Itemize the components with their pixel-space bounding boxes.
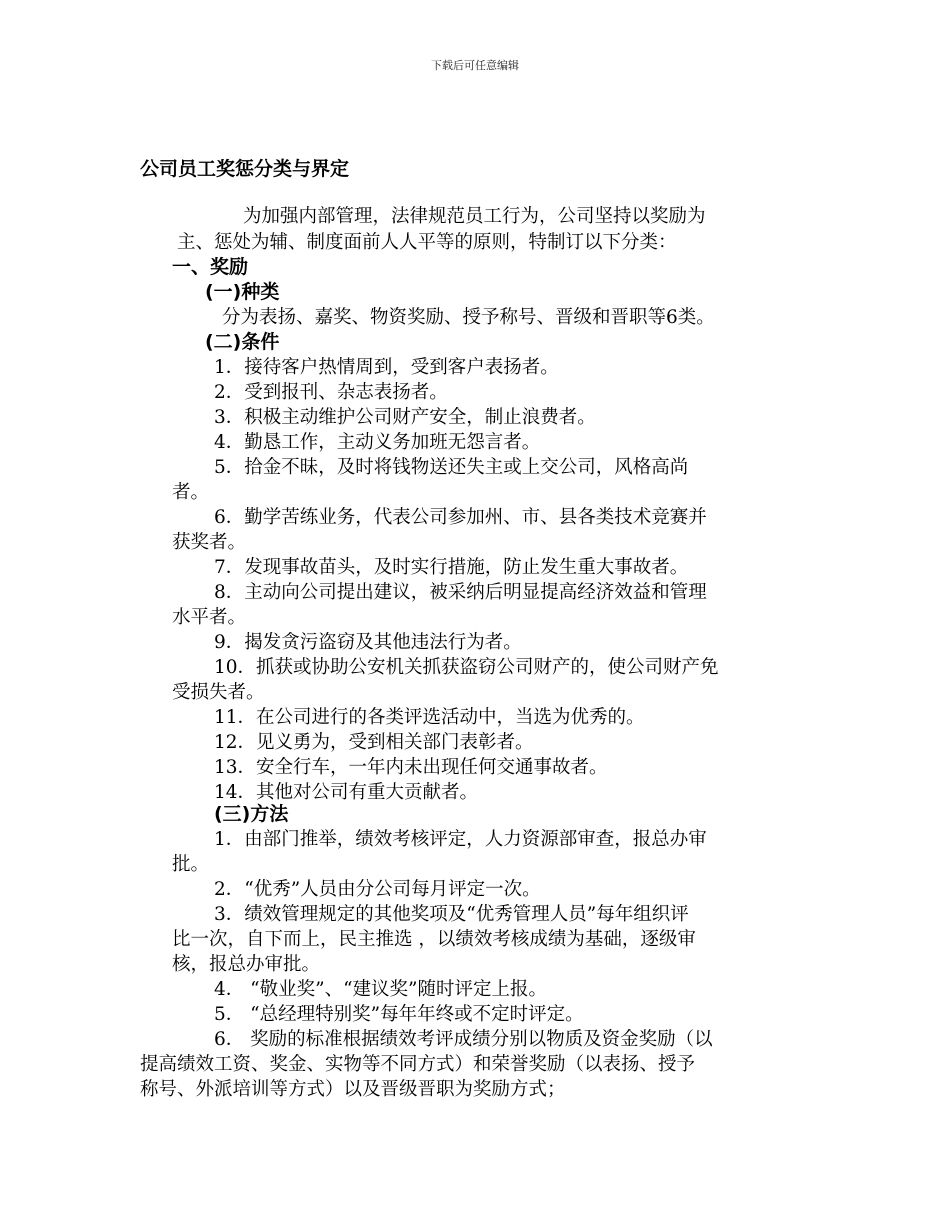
condition-line: 10．抓获或协助公安机关抓获盗窃公司财产的，使公司财产免 <box>214 657 719 678</box>
method-line: 核，报总办审批。 <box>172 954 321 975</box>
condition-line: 4．勤恳工作，主动义务加班无怨言者。 <box>214 432 541 453</box>
condition-line: 3．积极主动维护公司财产安全，制止浪费者。 <box>214 407 596 428</box>
intro-line: 主、惩处为辅、制度面前人人平等的原则，特制订以下分类： <box>177 232 677 253</box>
condition-line: 14．其他对公司有重大贡献者。 <box>214 782 479 803</box>
condition-line: 受损失者。 <box>172 682 265 703</box>
page-header-note: 下载后可任意编辑 <box>431 59 519 72</box>
condition-line: 13．安全行车，一年内未出现任何交通事故者。 <box>214 757 608 778</box>
method-line: 批。 <box>172 854 210 875</box>
condition-line: 12．见义勇为，受到相关部门表彰者。 <box>214 732 534 753</box>
condition-line: 9．揭发贪污盗窃及其他违法行为者。 <box>214 632 522 653</box>
condition-line: 5．拾金不昧，及时将钱物送还失主或上交公司，风格高尚 <box>214 457 689 478</box>
condition-line: 者。 <box>172 482 210 503</box>
method-line: 5． “总经理特别奖”每年年终或不定时评定。 <box>214 1004 584 1025</box>
subsection-heading: (一)种类 <box>205 281 280 303</box>
condition-line: 7．发现事故苗头，及时实行措施，防止发生重大事故者。 <box>214 557 689 578</box>
method-line: 提高绩效工资、奖金、实物等不同方式）和荣誉奖励（以表扬、授予 <box>140 1054 696 1075</box>
method-line: 4． “敬业奖”、“建议奖”随时评定上报。 <box>214 979 547 1000</box>
method-line: 称号、外派培训等方式）以及晋级晋职为奖励方式； <box>140 1079 566 1100</box>
intro-line: 为加强内部管理，法律规范员工行为，公司坚持以奖励为 <box>243 206 706 227</box>
condition-line: 11．在公司进行的各类评选活动中，当选为优秀的。 <box>214 707 645 728</box>
document-title: 公司员工奖惩分类与界定 <box>140 158 350 180</box>
method-line: 2．“优秀”人员由分公司每月评定一次。 <box>214 879 541 900</box>
method-line: 比一次，自下而上，民主推选 ，以绩效考核成绩为基础，逐级审 <box>172 929 696 950</box>
method-line: 3．绩效管理规定的其他奖项及“优秀管理人员”每年组织评 <box>214 904 689 925</box>
condition-line: 2．受到报刊、杂志表扬者。 <box>214 382 448 403</box>
condition-line: 6．勤学苦练业务，代表公司参加州、市、县各类技术竞赛并 <box>214 507 707 528</box>
condition-line: 1．接待客户热情周到，受到客户表扬者。 <box>214 357 559 378</box>
method-line: 6． 奖励的标准根据绩效考评成绩分别以物质及资金奖励（以 <box>214 1029 713 1050</box>
condition-line: 水平者。 <box>172 607 247 628</box>
condition-line: 8．主动向公司提出建议，被采纳后明显提高经济效益和管理 <box>214 582 707 603</box>
subsection-heading: (三)方法 <box>214 803 289 825</box>
condition-line: 获奖者。 <box>172 532 247 553</box>
method-line: 1．由部门推举，绩效考核评定，人力资源部审查，报总办审 <box>214 829 707 850</box>
types-text: 分为表扬、嘉奖、物资奖励、授予称号、晋级和晋职等6类。 <box>222 307 715 328</box>
subsection-heading: (二)条件 <box>205 331 280 353</box>
section-heading: 一、奖励 <box>172 256 249 278</box>
